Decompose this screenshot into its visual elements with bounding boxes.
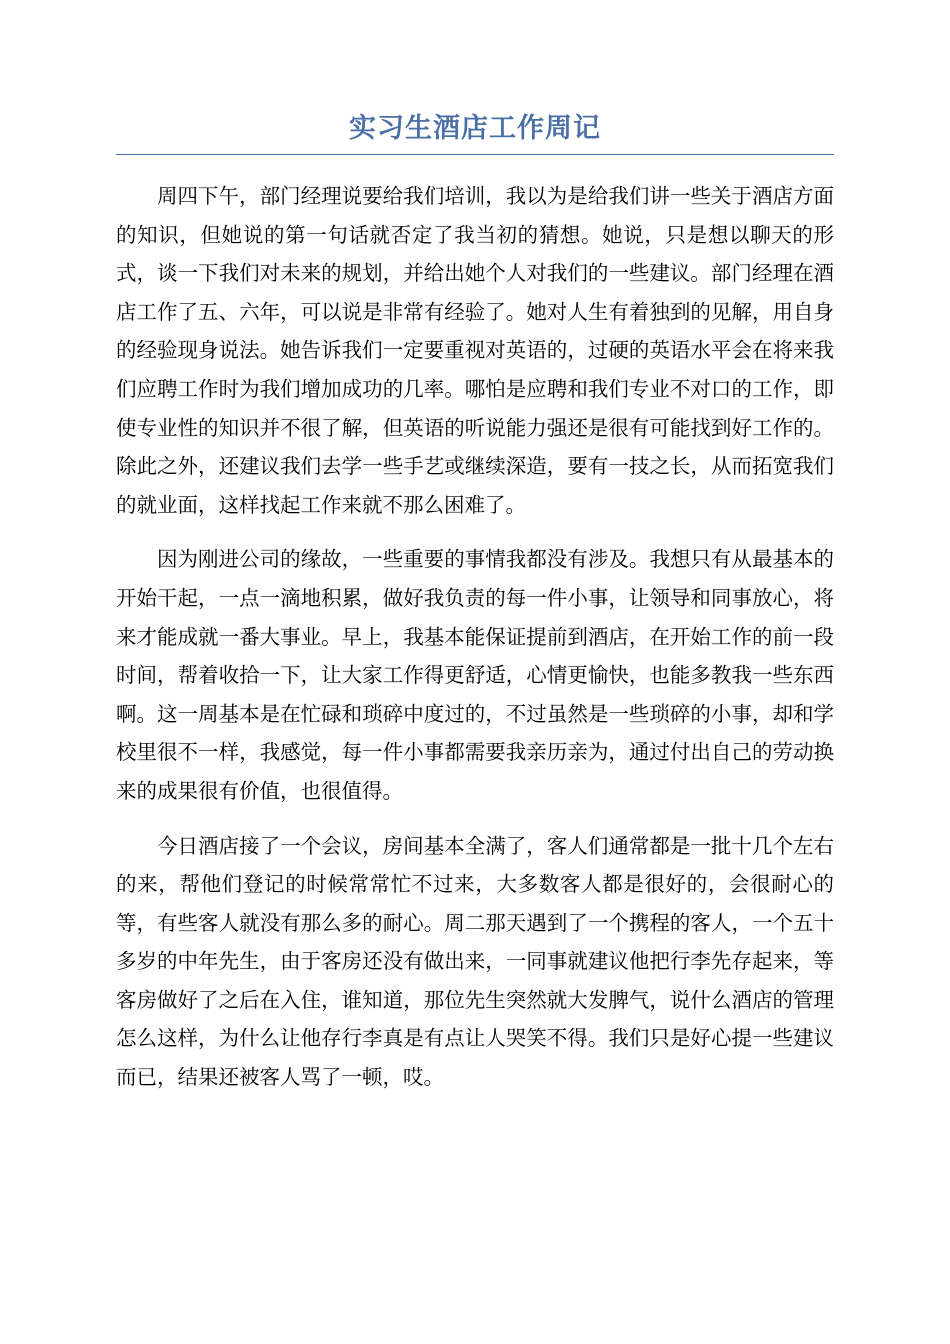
paragraph-3: 今日酒店接了一个会议，房间基本全满了，客人们通常都是一批十几个左右的来，帮他们登记的时候常常忙不过来，大多数客人都是很好的，会很耐心的等，有些客人就没有那么多的耐心。周二那天遇到了一个携程的客人，一个五十多岁的中年先生，由于客房还没有做出来，一同事就建议他把行李先存起来，等客房做好了之后在入住，谁知道，那位先生突然就大发脾气，说什么酒店的管理怎么这样，为什么让他存行李真是有点让人哭笑不得。我们只是好心提一些建议而已，结果还被客人骂了一顿，哎。 <box>116 833 834 1090</box>
document-page <box>116 110 834 1113</box>
page-title: 实习生酒店工作周记 <box>116 110 834 155</box>
paragraph-1: 周四下午，部门经理说要给我们培训，我以为是给我们讲一些关于酒店方面的知识，但她说的第一句话就否定了我当初的猜想。她说，只是想以聊天的形式，谈一下我们对未来的规划，并给出她个人对我们的一些建议。部门经理在酒店工作了五、六年，可以说是非常有经验了。她对人生有着独到的见解，用自身的经验现身说法。她告诉我们一定要重视对英语的，过硬的英语水平会在将来我们应聘工作时为我们增加成功的几率。哪怕是应聘和我们专业不对口的工作，即使专业性的知识并不很了解，但英语的听说能力强还是很有可能找到好工作的。除此之外，还建议我们去学一些手艺或继续深造，要有一技之长，从而拓宽我们的就业面，这样找起工作来就不那么困难了。 <box>116 184 834 517</box>
document-body <box>116 177 834 1097</box>
paragraph-2: 因为刚进公司的缘故，一些重要的事情我都没有涉及。我想只有从最基本的开始干起，一点一滴地积累，做好我负责的每一件小事，让领导和同事放心，将来才能成就一番大事业。早上，我基本能保证提前到酒店，在开始工作的前一段时间，帮着收拾一下，让大家工作得更舒适，心情更愉快，也能多教我一些东西啊。这一周基本是在忙碌和琐碎中度过的，不过虽然是一些琐碎的小事，却和学校里很不一样，我感觉，每一件小事都需要我亲历亲为，通过付出自己的劳动换来的成果很有价值，也很值得。 <box>116 547 834 803</box>
